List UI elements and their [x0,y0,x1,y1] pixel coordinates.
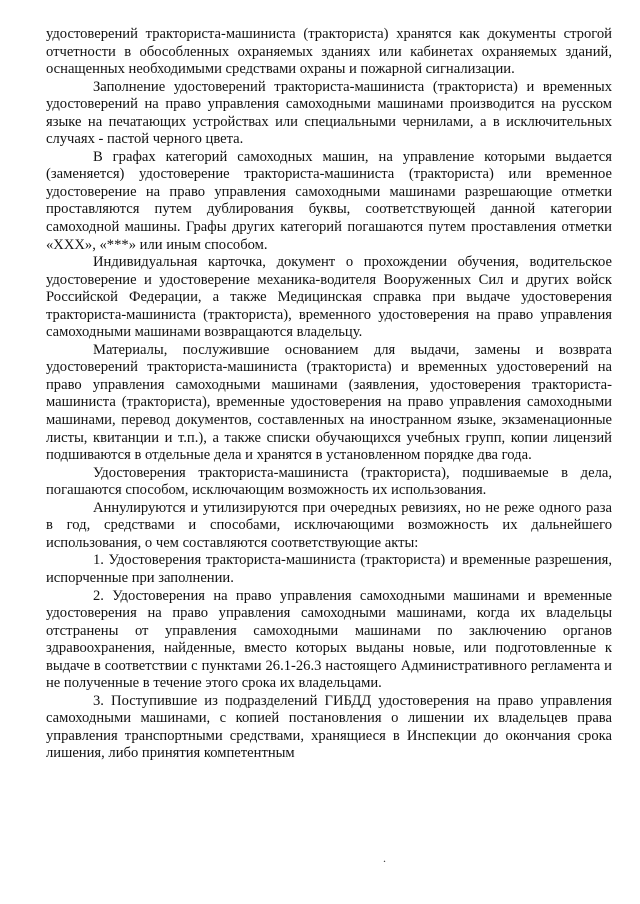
paragraph-categories: В графах категорий самоходных машин, на управление которыми выдается (заменяется) удостоверение тракториста-машиниста (тракториста) или временное удостоверение на право управления самоходными машинами разрешающие отметки проставляются путем дублирования буквы, соответствующей данной категории самоходной машины. Графы других категорий погашаются путем проставления отметки «ХХХ», «***» или иным способом. [46,148,612,253]
footer-mark: . [383,851,386,865]
paragraph-annulment: Аннулируются и утилизируются при очередных ревизиях, но не реже одного раза в год, средствами и способами, исключающими возможность их дальнейшего использования, о чем составляются соответствующие акты: [46,499,612,551]
document-body [46,26,612,763]
paragraph-cancellation: Удостоверения тракториста-машиниста (тракториста), подшиваемые в дела, погашаются способом, исключающим возможность их использования. [46,464,612,499]
paragraph-filling: Заполнение удостоверений тракториста-машиниста (тракториста) и временных удостоверений на право управления самоходными машинами производится на русском языке на печатающих устройствах или специальными чернилами, а в исключительных случаях - пастой черного цвета. [46,78,612,148]
paragraph-materials: Материалы, послужившие основанием для выдачи, замены и возврата удостоверений тракториста-машиниста (тракториста) и временных удостоверений на право управления самоходными машинами (заявления, удостоверения тракториста-машиниста (тракториста), временные удостоверения на право управления самоходными машинами, перевод документов, составленных на иностранном языке, экзаменационные листы, квитанции и т.п.), а также списки обучающихся учебных групп, копии лицензий подшиваются в отдельные дела и хранятся в установленном порядке два года. [46,341,612,464]
paragraph-returned-documents: Индивидуальная карточка, документ о прохождении обучения, водительское удостоверение и удостоверение механика-водителя Вооруженных Сил и других войск Российской Федерации, а также Медицинская справка при выдаче удостоверения тракториста-машиниста (тракториста), временного удостоверения на право управления самоходными машинами возвращаются владельцу. [46,254,612,341]
list-item-1: 1. Удостоверения тракториста-машиниста (тракториста) и временные разрешения, испорченные при заполнении. [46,552,612,586]
list-item-2: 2. Удостоверения на право управления самоходными машинами и временные удостоверения на право управления самоходными машинами, когда их владельцы отстранены от управления самоходными машинами по заключению органов здравоохранения, найденные, вместо которых выданы новые, или подготовленные к выдаче в соответствии с пунктами 26.1-26.3 настоящего Административного регламента и не полученные в течение этого срока их владельцами. [46,587,612,692]
list-item-3: 3. Поступившие из подразделений ГИБДД удостоверения на право управления самоходными машинами, с копией постановления о лишении их владельцев права управления транспортными средствами, хранящиеся в Инспекции до окончания срока лишения, либо принятия компетентным [46,692,612,762]
paragraph-storage: удостоверений тракториста-машиниста (тракториста) хранятся как документы строгой отчетности в обособленных охраняемых зданиях или кабинетах охраняемых зданий, оснащенных необходимыми средствами охраны и пожарной сигнализации. [46,26,612,78]
